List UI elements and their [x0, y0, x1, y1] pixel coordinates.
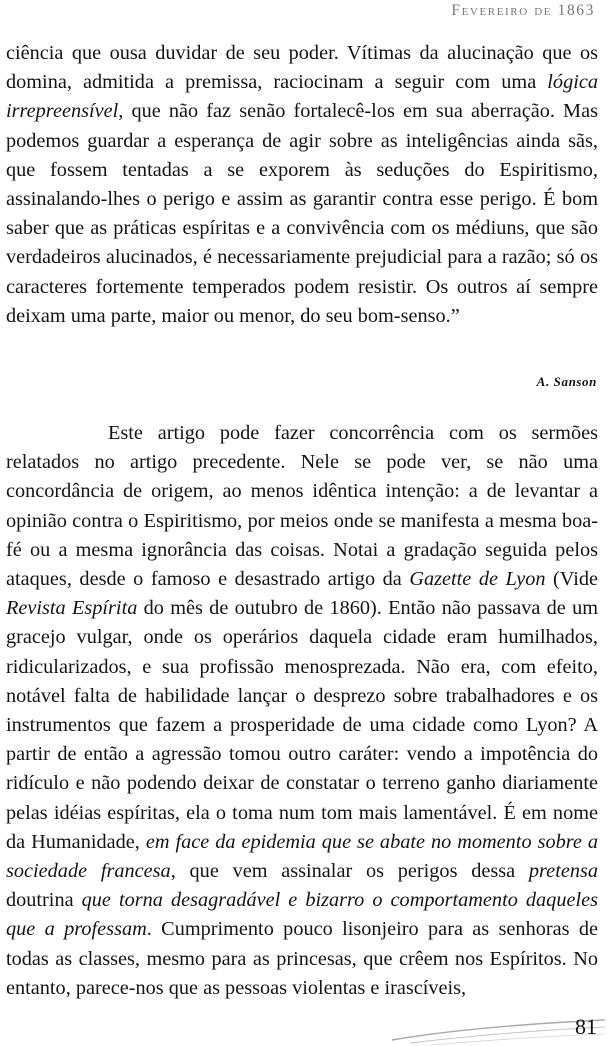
quote-text-1: ciência que ousa duvidar de seu poder. Vítimas da alucinação que os domina, admitida a premissa, raciocinam a seguir com uma	[6, 42, 598, 94]
commentary-emphasis-epidemia: em face da epidemia que se abate no momento sobre a sociedade francesa	[6, 830, 599, 883]
commentary-emphasis-pretensa: pretensa	[528, 860, 598, 883]
commentary-text-1: Este artigo pode fazer concorrência com os sermões relatados no artigo precedente. Nele se pode ver, se não uma concordância de origem, ao menos idêntica intenção: a de levantar a opinião contra o Espiritismo, por meios onde se manifesta a mesma boa-fé ou a mesma ignorância das coisas. Notai a gradação seguida pelos ataques, desde o famoso e desastrado artigo da	[6, 422, 598, 591]
commentary-text-4: , que vem assinalar os perigos dessa	[170, 860, 529, 883]
author-signature: A. Sanson	[536, 374, 597, 389]
commentary-emphasis-bizarro: que torna desagradável e bizarro o comportamento daqueles que a professam	[6, 889, 598, 941]
gazette-title: Gazette de Lyon	[409, 568, 546, 591]
commentary-text-2: (Vide	[545, 568, 599, 591]
commentary-text-6: . Cumprimento pouco lisonjeiro para as senhoras de todas as classes, mesmo para as princesas, que crêem nos Espíritos. No entanto, parece-nos que as pessoas violentas e irascíveis,	[6, 918, 598, 999]
commentary-text-3: do mês de outubro de 1860). Então não passava de um gracejo vulgar, onde os operários daquela cidade eram humilhados, ridicularizados, e sua profissão menosprezada. Não era, com efeito, notável falta de habilidade lançar o desprezo sobre trabalhadores e os instrumentos que fazem a prosperidade de uma cidade como Lyon? A partir de então a agressão tomou outro caráter: vendo a impotência do ridículo e não podendo deixar de constatar o terreno ganho diariamente pelas idéias espíritas, ela o toma num tom mais lamentável. É em nome da Humanidade,	[6, 597, 599, 853]
running-head: Fevereiro de 1863	[451, 2, 595, 19]
revista-title: Revista Espírita	[6, 597, 138, 620]
commentary-paragraph	[6, 419, 598, 1003]
commentary-text-5: doutrina	[6, 889, 82, 912]
quote-emphasis-logica: lógica irrepreensível	[6, 71, 598, 123]
page-number: 81	[575, 1014, 597, 1039]
quote-paragraph	[6, 39, 598, 331]
quote-text-2: , que não faz senão fortalecê-los em sua aberração. Mas podemos guardar a esperança de agir sobre as inteligências ainda sãs, que fossem tentadas a se exporem às seduções do Espiritismo, assinalando-lhes o perigo e assim as garantir contra esse perigo. É bom saber que as práticas espíritas e a convivência com os médiuns, que são verdadeiros alucinados, é necessariamente prejudicial para a razão; só os caracteres fortemente temperados podem resistir. Os outros aí sempre deixam uma parte, maior ou menor, do seu bom-senso.”	[6, 100, 598, 327]
